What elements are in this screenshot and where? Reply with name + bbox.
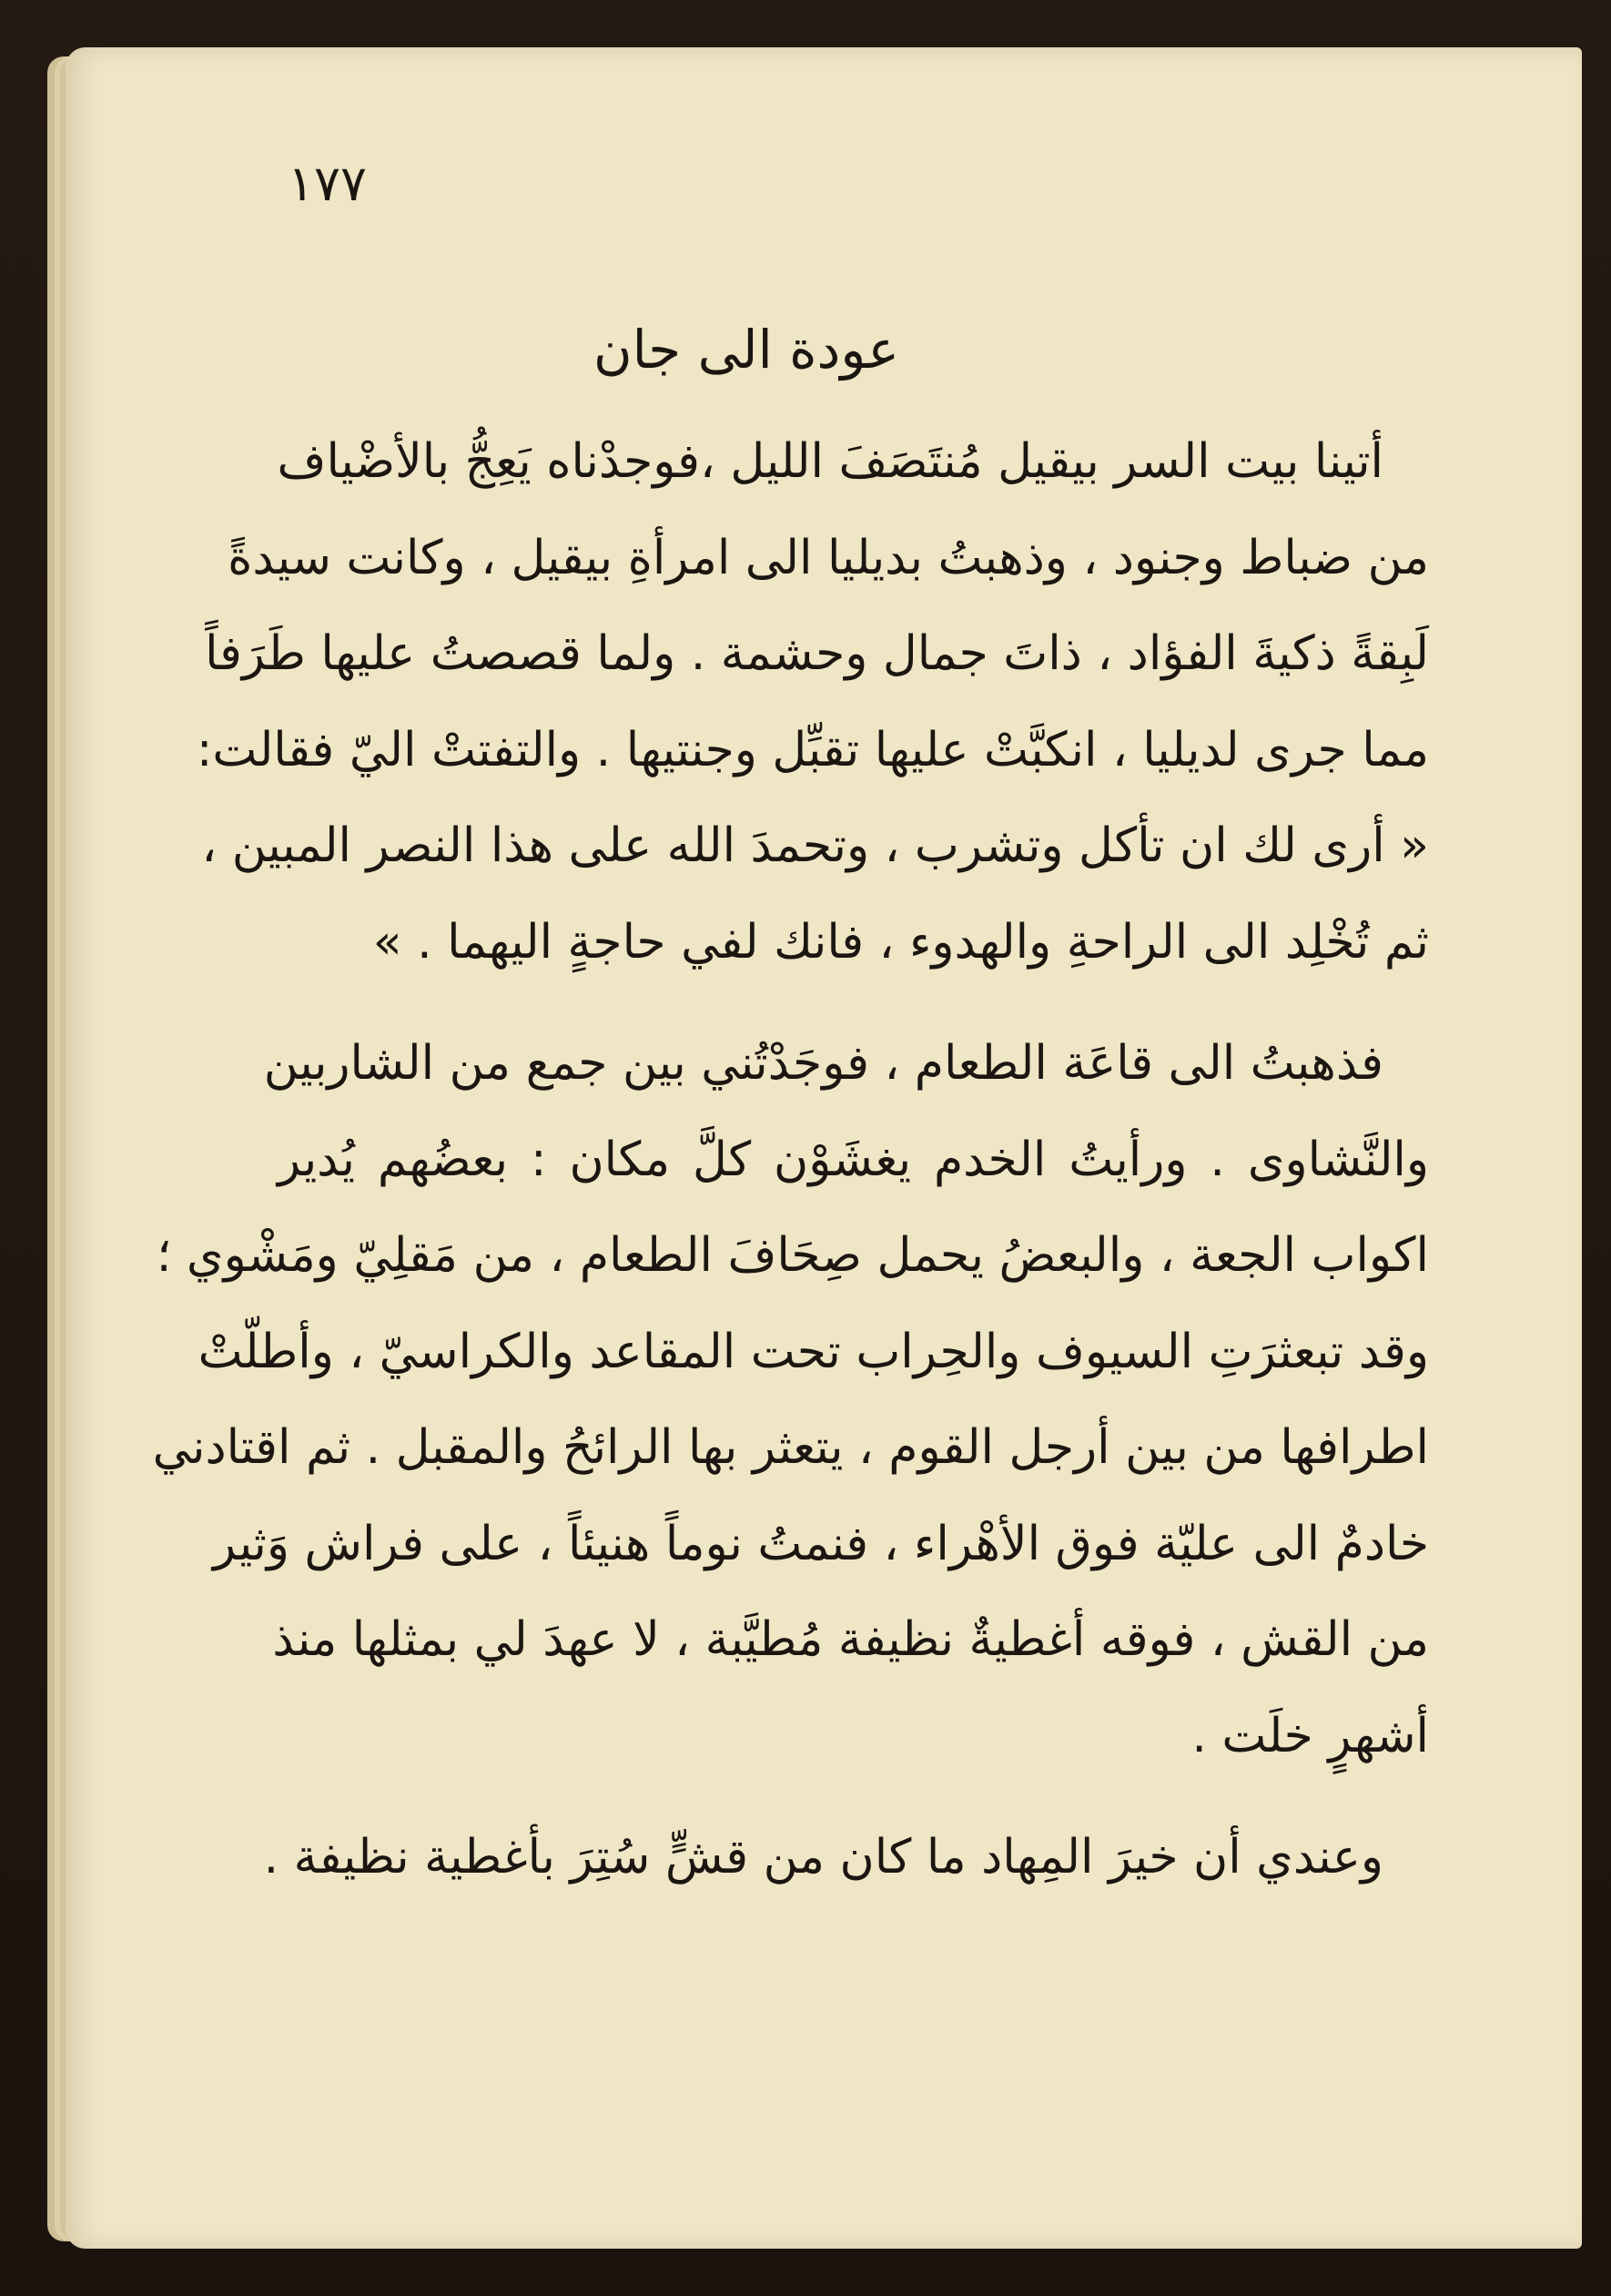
text-line: أتينا بيت السر بيقيل مُنتَصَفَ الليل ،فوجدْناه يَعِجُّ بالأضْياف — [277, 434, 1383, 489]
text-line: مما جرى لديليا ، انكبَّتْ عليها تقبِّل وجنتيها . والتفتتْ اليّ فقالت: — [196, 722, 1429, 777]
text-line: من القش ، فوقه أغطيةٌ نظيفة مُطيَّبة ، لا عهدَ لي بمثلها منذ — [272, 1612, 1429, 1667]
chapter-title: عودة الى جان — [593, 319, 899, 381]
page-number: ١٧٧ — [288, 155, 368, 212]
text-line: اطرافها من بين أرجل القوم ، يتعثر بها الرائحُ والمقبل . ثم اقتادني — [152, 1420, 1429, 1475]
text-line: « أرى لك ان تأكل وتشرب ، وتحمدَ الله على هذا النصر المبين ، — [201, 818, 1429, 873]
text-line: من ضباط وجنود ، وذهبتُ بديليا الى امرأةِ بيقيل ، وكانت سيدةً — [228, 530, 1429, 585]
text-line: والنَّشاوى . ورأيتُ الخدم يغشَوْن كلَّ مكان : بعضُهم يُدير — [278, 1132, 1429, 1187]
paragraph-gap — [278, 1784, 1429, 1810]
paragraph-gap — [278, 991, 1429, 1016]
text-line: وعندي أن خيرَ المِهاد ما كان من قشٍّ سُتِرَ بأغطية نظيفة . — [263, 1830, 1383, 1885]
text-line: أشهرٍ خلَت . — [1191, 1708, 1429, 1763]
text-line: لَبِقةً ذكيةَ الفؤاد ، ذاتَ جمال وحشمة . ولما قصصتُ عليها طَرَفاً — [205, 626, 1429, 681]
text-line: خادمٌ الى عليّة فوق الأهْراء ، فنمتُ نوماً هنيئاً ، على فراش وَثير — [213, 1516, 1429, 1571]
text-line: ثم تُخْلِد الى الراحةِ والهدوء ، فانك لفي حاجةٍ اليهما . » — [372, 914, 1429, 970]
page-body — [152, 414, 1429, 1906]
text-line: وقد تبعثرَتِ السيوف والحِراب تحت المقاعد والكراسيّ ، وأطلّتْ — [198, 1324, 1429, 1379]
text-line: اكواب الجعة ، والبعضُ يحمل صِحَافَ الطعام ، من مَقلِيّ ومَشْوي ؛ — [156, 1228, 1429, 1283]
text-line: فذهبتُ الى قاعَة الطعام ، فوجَدْتُني بين جمع من الشاربين — [263, 1036, 1383, 1091]
